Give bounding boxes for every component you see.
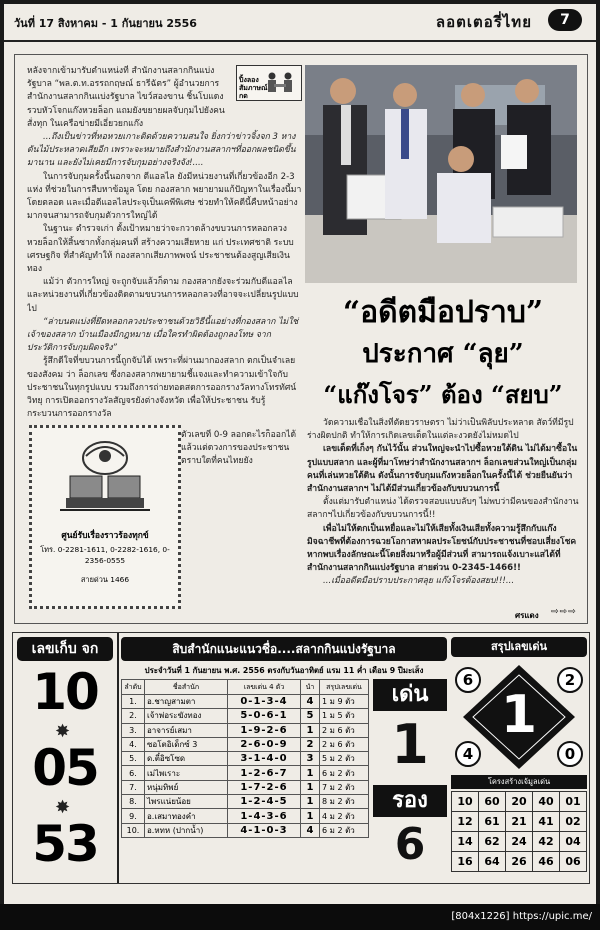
row-name: ไพรแน่ยน้อย <box>145 795 228 809</box>
complaint-center-ad <box>29 425 181 609</box>
row-number: 1. <box>122 695 145 709</box>
grid-cell: 42 <box>533 832 560 852</box>
row-summary: 8 ม 2 ตัว <box>320 795 369 809</box>
results-subtitle: ประจำวันที่ 1 กันยายน พ.ศ. 2556 ตรงกับวันอาทิตย์ แรม 11 ค่ำ เดือน 9 ปีมะเส็ง <box>144 666 424 675</box>
publication-name: ลอตเตอรี่ไทย <box>435 13 532 31</box>
emblem-icon <box>56 436 154 518</box>
star-icon: ✸ <box>55 721 71 742</box>
lottery-section <box>12 632 590 884</box>
article-lead: หลังจากเข้ามารับตำแหน่งที่ สำนักงานสลากกินแบ่งรัฐบาล “พล.ต.ท.อรรถกฤษณ์ ธารีฉัตร” ผู้อำนวยการสำนักงานสลากกินแบ่งรัฐบาล ไขว์สองขาน ชิ้นโบแดง รวบหัวโจกแก๊งหวยล็อก แถมยังขยายผลจับกุมไปยังคนสั่งทุก ในเครือข่ายมีเอี่ยวยกแก๊ง <box>27 66 225 129</box>
article-right-column <box>307 417 579 607</box>
spot-number: 1 <box>391 713 429 776</box>
article-left-continued <box>181 429 303 569</box>
row-summary: 1 ม 9 ตัว <box>320 695 369 709</box>
table-row <box>122 752 369 766</box>
results-panel <box>121 633 447 883</box>
row-name: ด.ตี๋อิซโซด <box>145 752 228 766</box>
row-summary: 2 ม 6 ตัว <box>320 737 369 751</box>
table-row <box>122 723 369 737</box>
row-lead: 1 <box>301 780 320 794</box>
table-row <box>122 766 369 780</box>
row-number: 2. <box>122 709 145 723</box>
row-name: เม่ไพเราะ <box>145 766 228 780</box>
row-digits: 0-1-3-4 <box>228 695 301 709</box>
right-para-5: ...เมื่ออดีตมือปราบประกาศลุย แก๊งโจรต้องสยบ!!!... <box>323 576 515 587</box>
star-icon: ✸ <box>55 797 71 818</box>
article-para-8: ตัวเลขที่ 0-9 ลอกตะไรก็ออกได้ แล้วแต่ดวงการของประชาชน ตราบใดที่คนไทยยัง <box>181 430 297 467</box>
table-row <box>122 823 369 837</box>
continue-arrows: ⇨⇨⇨ <box>551 607 577 617</box>
spot-label: เด่น <box>373 679 447 711</box>
row-summary: 5 ม 2 ตัว <box>320 752 369 766</box>
row-digits: 1-4-3-6 <box>228 809 301 823</box>
grid-cell: 60 <box>479 792 506 812</box>
grid-row <box>452 812 587 832</box>
headline-line-3: “แก๊งโจร” ต้อง “สยบ” <box>323 380 563 409</box>
row-name: อาจารย์เสมา <box>145 723 228 737</box>
grid-cell: 01 <box>560 792 587 812</box>
row-summary: 7 ม 2 ตัว <box>320 780 369 794</box>
ad-phones: โทร. 0-2281-1611, 0-2282-1616, 0-2356-0555 <box>40 545 170 565</box>
grid-cell: 20 <box>506 792 533 812</box>
row-number: 8. <box>122 795 145 809</box>
row-lead: 3 <box>301 752 320 766</box>
right-para-4: เพื่อไม่ให้ตกเป็นเหยื่อและไม่ให้เสียทั้งเงินเสียทั้งความรู้สึกกับแก๊งมิจฉาชีพที่ต้องการฉวยโอกาสหาผลประโยชน์กับประชาชนที่ชอบเสี่ยงโชค หากพบเรื่องลักษณะนี้โดยสิ่งมาหรือผู้มีส่วนที่ สามารถแจ้งเบาะแสได้ที่ สำนักงานสลากกินแบ่งรัฐบาล สายด่วน 0-2345-1466!! <box>307 523 577 574</box>
grid-cell: 40 <box>533 792 560 812</box>
grid-row <box>452 852 587 872</box>
summary-title: สรุปเลขเด่น <box>451 637 587 657</box>
row-number: 9. <box>122 809 145 823</box>
row-summary: 1 ม 5 ตัว <box>320 709 369 723</box>
row-lead: 4 <box>301 823 320 837</box>
article-para-4: ในฐานะ ตำรวจเก่า ตั้งเป้าหมายว่าจะกวาดล้างขบวนการหลอกลวงหวยล็อกให้สิ้นซากทั้งกลุ่มคนที่ สร้างความเสียหาย แก่ ประเทศชาติ ระบบเศรษฐกิจ ที่สำคัญทำให้ กองสลากเสียภาพพจน์ ประชาชนต้องสูญเสียเงินทอง <box>27 224 294 275</box>
summary-panel <box>451 633 589 883</box>
row-number: 5. <box>122 752 145 766</box>
headline-line-1: “อดีตมือปราบ” <box>342 295 544 330</box>
grid-cell: 10 <box>452 792 479 812</box>
ad-hotline: สายด่วน 1466 <box>80 575 130 584</box>
col-lead: นำ <box>301 680 320 695</box>
image-source-bar <box>0 904 600 930</box>
row-digits: 1-2-4-5 <box>228 795 301 809</box>
right-para-2: เลขเด็ดที่เก็งๆ กันไว้นั้น ส่วนใหญ่จะนำไปซื้อหวยใต้ดิน ไม่ได้มาซื้อในรูปแบบสลาก และผู้ที่มาโทษว่าสำนักงานสลากฯ ล็อกเลขส่วนใหญ่เป็นกลุ่มคนที่เล่นหวยใต้ดิน ดังนั้นการจับกุมแก๊งหวยล็อกในครั้งนี้ได้ ช่วยยืนยันว่าสำนักงานสลากฯ ไม่ได้มีส่วนเกี่ยวข้องกับขบวนการนี้ <box>307 444 578 495</box>
table-row <box>122 780 369 794</box>
number-grid <box>451 791 587 872</box>
col-no: ลำดับ <box>122 680 145 695</box>
column-logo <box>236 65 302 101</box>
page-header <box>4 4 596 42</box>
row-lead: 1 <box>301 766 320 780</box>
grid-cell: 41 <box>533 812 560 832</box>
issue-date: วันที่ 17 สิงหาคม - 1 กันยายน 2556 <box>14 17 197 30</box>
grid-row <box>452 792 587 812</box>
article-para-3: ในการจับกุมครั้งนี้นอกจาก ตีแอลไล ยังมีหน่วยงานที่เกี่ยวข้องอีก 2-3 แห่ง ที่ช่วยในการสืบหาข้อมูล โดย กองสลาก พยายามแก้ปัญหาในเรื่องนี้มาโดยตลอด และเมื่อตีแอลไลประจุเป็นเคพีพิเศษ ช่วยทำให้คดีนี้คืบหน้าอย่างมากจนสามารถจับกุมตัวการใหญ่ได้ <box>27 171 302 222</box>
row-lead: 2 <box>301 737 320 751</box>
col-summary: สรุปเลขเด่น <box>320 680 369 695</box>
grid-cell: 12 <box>452 812 479 832</box>
article-quote: “ล่าบนตแบ่งที่ยึดหลอกลวงประชาชนด้วยวิธีนี้แอย่างที่กองสลาก ไม่ใช่เจ้าของสลาก บ้านเมืองมีกฎหมาย เมื่อใครทำผิดต้องถูกลงโทษ จากประวัติการจับกุมผิดจริง” <box>27 316 299 354</box>
row-lead: 1 <box>301 795 320 809</box>
grid-cell: 26 <box>506 852 533 872</box>
col-name: ชื่อสำนัก <box>145 680 228 695</box>
second-number: 6 <box>394 819 426 870</box>
row-name: อ.หทห (ปากน้ำ) <box>145 823 228 837</box>
row-summary: 6 ม 2 ตัว <box>320 823 369 837</box>
article-box <box>14 54 588 624</box>
second-label: รอง <box>373 785 447 817</box>
summary-center-number: 1 <box>500 685 538 745</box>
grid-label: โครงสร้างเจ้มูลเด่น <box>451 775 587 789</box>
table-row <box>122 709 369 723</box>
row-digits: 4-1-0-3 <box>228 823 301 837</box>
lucky-number-1: 10 <box>32 663 98 721</box>
summary-diamond <box>451 661 587 773</box>
newspaper-page <box>4 4 596 904</box>
row-number: 10. <box>122 823 145 837</box>
row-lead: 1 <box>301 809 320 823</box>
table-row <box>122 809 369 823</box>
row-digits: 1-9-2-6 <box>228 723 301 737</box>
grid-row <box>452 832 587 852</box>
lucky-numbers-panel <box>13 633 119 883</box>
grid-cell: 46 <box>533 852 560 872</box>
grid-cell: 21 <box>506 812 533 832</box>
row-name: หนุ่มทิพย์ <box>145 780 228 794</box>
row-digits: 2-6-0-9 <box>228 737 301 751</box>
officials-photo-image <box>305 65 577 283</box>
col-digits: เลขเด่น 4 ตัว <box>228 680 301 695</box>
right-para-3: ตั้งแต่มารับตำแหน่ง ได้ตรวจสอบแบบลับๆ ไม่พบว่ามีคนของสำนักงานสลากฯไปเกี่ยวข้องกับขบวนการนี้!! <box>307 497 579 521</box>
image-source: [804x1226] https://upic.me/ <box>451 911 592 922</box>
table-header-row <box>122 680 369 695</box>
article-left-column <box>27 65 302 425</box>
grid-cell: 24 <box>506 832 533 852</box>
row-lead: 4 <box>301 695 320 709</box>
article-para-5: แม้ว่า ตัวการใหญ่ จะถูกจับแล้วก็ตาม กองสลากยังจะร่วมกับตีแอลไล และหน่วยงานที่เกี่ยวข้องติดตามขบวนการหลอกลวงที่อาจจะเปลี่ยนรูปแบบไป <box>27 277 299 314</box>
row-number: 6. <box>122 766 145 780</box>
lucky-numbers-title: เลขเก็บ จก <box>17 637 113 661</box>
article-para-7: รู้สึกดีใจที่ขบวนการนี้ถูกจับได้ เพราะที่ผ่านมากองสลาก ตกเป็นจำเลยของสังคม ว่า ล็อกเลข ซึ่งกองสลากพยายามชี้แจงและทำความเข้าใจกับประชาชนในทุกรูปแบบ รวมถึงการถ่ายทอดสดการออกรางวัลทางโทรทัศน์ วิทยุ การเปิดออกรางวัลสัญจรยังต่างจังหวัด เพื่อให้ประชาชน รับรู้กระบวนการออกรางวัล <box>27 356 297 420</box>
article-para-2: ...ถึงเป็นข่าวที่หอหวยเกาะติดด้วยความสนใจ ยิ่งกว่าข่าวจิ้งจก 3 หาง ตันไม้ประหลาดเสียอีก เพราะจะหมายถึงสำนักงานสลากฯที่ออกผลชนิดขึ้นมานาน และยังไม่เคยมีการจับกุมอย่างจริงจัง!.... <box>27 132 296 169</box>
row-name: อ.ชาญสามตา <box>145 695 228 709</box>
row-name: ซอโตอิเด็กซ์ 3 <box>145 737 228 751</box>
grid-cell: 02 <box>560 812 587 832</box>
grid-cell: 16 <box>452 852 479 872</box>
results-table <box>121 679 369 838</box>
news-photo <box>305 65 577 283</box>
lucky-number-3: 53 <box>32 815 98 873</box>
row-digits: 3-1-4-0 <box>228 752 301 766</box>
row-name: เจ้าพ่อระฆังทอง <box>145 709 228 723</box>
corner-number: 2 <box>557 667 583 693</box>
row-lead: 5 <box>301 709 320 723</box>
grid-cell: 14 <box>452 832 479 852</box>
row-summary: 2 ม 6 ตัว <box>320 723 369 737</box>
ad-title: ศูนย์รับเรื่องราวร้องทุกข์ <box>61 531 149 541</box>
highlight-panel <box>373 679 447 883</box>
grid-cell: 04 <box>560 832 587 852</box>
corner-number: 0 <box>557 741 583 767</box>
row-digits: 1-2-6-7 <box>228 766 301 780</box>
corner-number: 6 <box>455 667 481 693</box>
row-lead: 1 <box>301 723 320 737</box>
table-row <box>122 695 369 709</box>
row-number: 4. <box>122 737 145 751</box>
people-handshake-icon <box>263 70 297 96</box>
table-row <box>122 737 369 751</box>
row-name: อ.เสมาทองคำ <box>145 809 228 823</box>
grid-cell: 64 <box>479 852 506 872</box>
row-number: 7. <box>122 780 145 794</box>
lucky-number-2: 05 <box>32 739 98 797</box>
row-digits: 1-7-2-6 <box>228 780 301 794</box>
row-digits: 5-0-6-1 <box>228 709 301 723</box>
grid-cell: 62 <box>479 832 506 852</box>
row-summary: 6 ม 2 ตัว <box>320 766 369 780</box>
table-row <box>122 795 369 809</box>
corner-number: 4 <box>455 741 481 767</box>
grid-cell: 61 <box>479 812 506 832</box>
headline-line-2: ประกาศ “ลุย” <box>362 339 524 369</box>
page-number: 7 <box>548 9 582 31</box>
right-para-1: วัดความเชื่อในสิ่งที่ตัดยวราษตรา ไม่ว่าเป็นพิลับประหลาด สัตว์ที่มีรูปร่างผิดปกติ ทำให้การเกิดเลขเด็ดในแต่ละงวดยังไม่หมดไป <box>307 418 574 442</box>
row-number: 3. <box>122 723 145 737</box>
headline-block <box>303 289 583 414</box>
results-title: สิบสำนักแนะแนวชื่อ....สลากกินแบ่งรัฐบาล <box>121 637 447 661</box>
author-credit: ศรแดง <box>515 611 539 620</box>
column-logo-label: ปิ้งลอง สัมภาษณ์กด <box>239 76 268 100</box>
row-summary: 4 ม 2 ตัว <box>320 809 369 823</box>
grid-cell: 06 <box>560 852 587 872</box>
